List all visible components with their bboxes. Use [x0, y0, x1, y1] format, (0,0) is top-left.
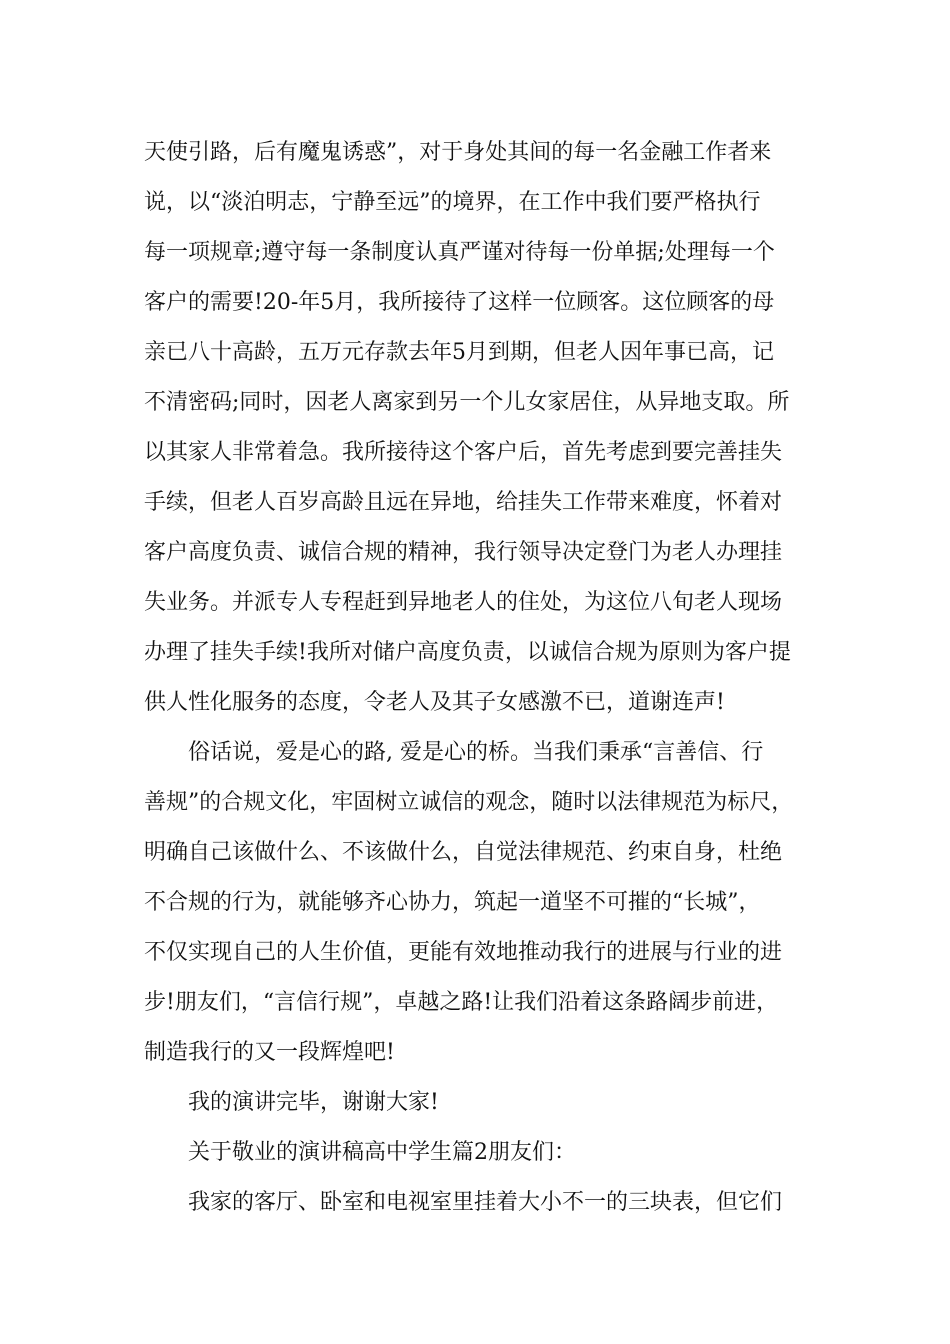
text-line: 我的演讲完毕，谢谢大家!: [188, 1090, 439, 1115]
text-line: 天使引路，后有魔鬼诱惑”，对于身处其间的每一名金融工作者来: [144, 140, 772, 165]
text-line: 办理了挂失手续!我所对储户高度负责，以诚信合规为原则为客户提: [144, 640, 791, 665]
text-line: 供人性化服务的态度，令老人及其子女感激不已，道谢连声!: [144, 690, 725, 715]
text-line: 明确自己该做什么、不该做什么，自觉法律规范、约束自身，杜绝: [144, 840, 783, 865]
text-line: 俗话说，爱是心的路, 爱是心的桥。当我们秉承“言善信、行: [188, 740, 764, 765]
text-line: 不清密码;同时，因老人离家到另一个儿女家居住，从异地支取。所: [144, 390, 790, 415]
text-line: 我家的客厅、卧室和电视室里挂着大小不一的三块表，但它们: [188, 1190, 783, 1215]
text-line: 步!朋友们，“言信行规”，卓越之路!让我们沿着这条路阔步前进，: [144, 990, 779, 1015]
text-line: 亲已八十高龄，五万元存款去年5月到期，但老人因年事已高，记: [144, 340, 774, 365]
text-line: 说，以“淡泊明志，宁静至远”的境界，在工作中我们要严格执行: [144, 190, 761, 215]
text-line: 以其家人非常着急。我所接待这个客户后，首先考虑到要完善挂失: [144, 440, 783, 465]
text-line: 每一项规章;遵守每一条制度认真严谨对待每一份单据;处理每一个: [144, 240, 775, 265]
text-line: 不仅实现自己的人生价值，更能有效地推动我行的进展与行业的进: [144, 940, 783, 965]
text-line: 手续，但老人百岁高龄且远在异地，给挂失工作带来难度，怀着对: [144, 490, 783, 515]
text-line: 客户的需要!20-年5月，我所接待了这样一位顾客。这位顾客的母: [144, 290, 775, 315]
text-line: 不合规的行为，就能够齐心协力，筑起一道坚不可摧的“长城”，: [144, 890, 761, 915]
section-heading: 关于敬业的演讲稿高中学生篇2朋友们：: [188, 1140, 576, 1165]
text-line: 失业务。并派专人专程赶到异地老人的住处，为这位八旬老人现场: [144, 590, 783, 615]
text-line: 善规”的合规文化，牢固树立诚信的观念，随时以法律规范为标尺，: [144, 790, 794, 815]
text-line: 客户高度负责、诚信合规的精神，我行领导决定登门为老人办理挂: [144, 540, 783, 565]
text-line: 制造我行的又一段辉煌吧!: [144, 1040, 395, 1065]
